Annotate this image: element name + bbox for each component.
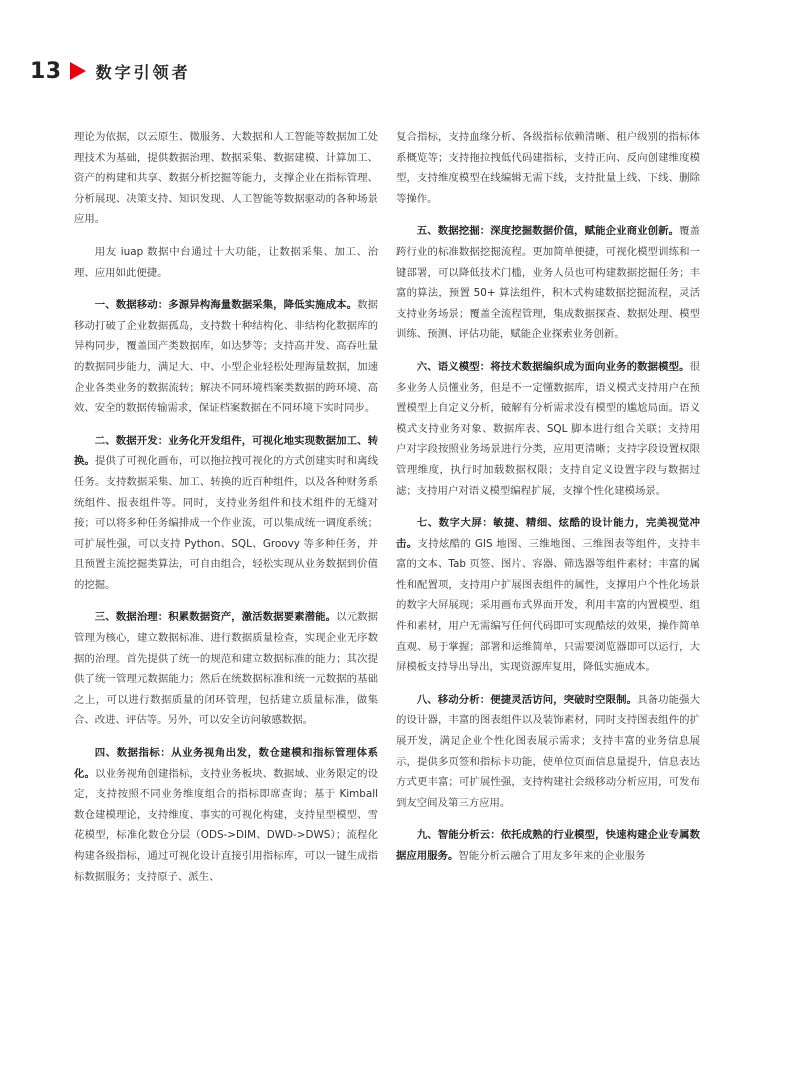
section-paragraph: 七、数字大屏：敏捷、精细、炫酷的设计能力，完美视觉冲击。支持炫酷的 GIS 地图、三维地图、三维图表等组件，支持丰富的文本、Tab 页签、图片、容器、筛选器等组件素材；丰富的属性和配置项，支持用户扩展图表组件的属性，支撑用户个性化场景的数字大屏展现；采用画布式界面开发，利用丰富的内置模型、组件和素材，用户无需编写任何代码即可实现酷炫的效果，操作简单直观、易于掌握；部署和运维简单，只需要浏览器即可以运行，大屏模板支持导出导出，实现资源库复用，降低实施成本。: [396, 517, 701, 674]
section-paragraph: 八、移动分析：便捷灵活访问，突破时空限制。具备功能强大的设计器，丰富的图表组件以及装饰素材，同时支持图表组件的扩展开发，满足企业个性化图表展示需求；支持丰富的业务信息展示，提供多页签和指标卡功能，使单位页面信息量提升，信息表达方式更丰富；可扩展性强，支持构建社会级移动分析应用，可发布到友空间及第三方应用。: [396, 693, 701, 809]
section-heading: 四、数据指标：从业务视角出发，数仓建模和指标管理体系化。: [74, 747, 378, 780]
section-heading: 三、数据治理：积累数据资产，激活数据要素潜能。: [94, 611, 337, 624]
red-triangle-icon: [70, 62, 86, 80]
section-heading: 七、数字大屏：敏捷、精细、炫酷的设计能力，完美视觉冲击。: [396, 517, 700, 550]
section-heading: 五、数据挖掘：深度挖掘数据价值，赋能企业商业创新。: [416, 225, 680, 238]
paragraph: 用友 iuap 数据中台通过十大功能，让数据采集、加工、治理、应用如此便捷。: [74, 245, 378, 279]
paragraph: 理论为依据，以云原生、微服务、大数据和人工智能等数据加工处理技术为基础，提供数据治理、数据采集、数据建模、计算加工、资产的构建和共享、数据分析挖掘等能力，支撑企业在指标管理、分析展现、决策支持、知识发现、人工智能等数据驱动的各种场景应用。: [74, 131, 378, 226]
section-heading: 二、数据开发：业务化开发组件，可视化地实现数据加工、转换。: [74, 434, 378, 468]
section-paragraph: 五、数据挖掘：深度挖掘数据价值，赋能企业商业创新。覆盖跨行业的标准数据挖掘流程。更加简单便捷，可视化模型训练和一键部署，可以降低技术门槛，业务人员也可构建数据挖掘任务；丰富的算法，预置 50+ 算法组件，积木式构建数据挖掘流程，灵活支持业务场景；覆盖全流程管理，集成数据探查、数据处理、模型训练、预测、评估功能，赋能企业探索业务创新。: [396, 225, 701, 341]
left-column: [74, 127, 378, 899]
section-heading: 九、智能分析云：依托成熟的行业模型，快速构建企业专属数据应用服务。: [396, 829, 700, 862]
section-paragraph: 九、智能分析云：依托成熟的行业模型，快速构建企业专属数据应用服务。智能分析云融合了用友多年来的企业服务: [396, 829, 700, 862]
paragraph: 复合指标，支持血缘分析、各级指标依赖清晰、租户级别的指标体系概览等；支持拖拉拽低代码建指标，支持正向、反向创建维度模型，支持维度模型在线编辑无需下线，支持批量上线、下线、删除等操作。: [396, 131, 700, 205]
section-paragraph: 二、数据开发：业务化开发组件，可视化地实现数据加工、转换。提供了可视化画布，可以拖拉拽可视化的方式创建实时和离线任务。支持数据采集、加工、转换的近百种组件，以及各种财务系统组件、报表组件等。同时，支持业务组件和技术组件的无缝对接；可以将多种任务编排成一个作业流，可以集成统一调度系统；可扩展性强，可以支持 Python、SQL、Groovy 等多种任务，并且预置主流挖掘类算法，可自由组合，轻松实现从业务数据到价值的挖掘。: [74, 434, 379, 591]
page-header: [30, 57, 191, 85]
section-paragraph: 一、数据移动：多源异构海量数据采集，降低实施成本。数据移动打破了企业数据孤岛，支持数十种结构化、非结构化数据库的异构同步，覆盖国产类数据库，如达梦等；支持高并发、高吞吐量的数据同步能力，满足大、中、小型企业轻松处理海量数据，加速企业各类业务的数据流转；解决不同环境档案类数据的跨环境、高效、安全的数据传输需求，保证档案数据在不同环境下实时同步。: [74, 299, 379, 415]
section-heading: 六、语义模型：将技术数据编织成为面向业务的数据模型。: [416, 360, 690, 373]
section-heading: 八、移动分析：便捷灵活访问，突破时空限制。: [416, 693, 638, 706]
section-heading: 一、数据移动：多源异构海量数据采集，降低实施成本。: [94, 299, 358, 312]
page-number: 13: [30, 58, 62, 84]
right-column: [396, 127, 700, 879]
section-paragraph: 四、数据指标：从业务视角出发，数仓建模和指标管理体系化。以业务视角创建指标，支持业务板块、数据域、业务限定的设定，支持按照不同业务维度组合的指标即席查询；基于 Kimball 数仓建模理论，支持维度、事实的可视化构建，支持星型模型、雪花模型，标准化数仓分层（ODS->DIM、DWD->DWS）；流程化构建各级指标，通过可视化设计直接引用指标库，可以一键生成指标数据服务；支持原子、派生、: [74, 747, 379, 883]
book-title: 数字引领者: [95, 62, 191, 82]
section-paragraph: 三、数据治理：积累数据资产，激活数据要素潜能。以元数据管理为核心，建立数据标准、进行数据质量检查，实现企业无序数据的治理。首先提供了统一的规范和建立数据标准的能力；其次提供了统一管理元数据能力；然后在统数据标准和统一元数据的基础之上，可以进行数据质量的闭环管理，包括建立质量标准，做集合、改进、评估等。另外，可以安全访问敏感数据。: [74, 611, 379, 727]
section-paragraph: 六、语义模型：将技术数据编织成为面向业务的数据模型。很多业务人员懂业务，但是不一定懂数据库，语义模式支持用户在预置模型上自定义分析，破解有分析需求没有模型的尴尬局面。语义模式支持业务对象、数据库表、SQL 脚本进行组合关联；支持用户对字段按照业务场景进行分类，应用更清晰；支持字段设置权限管理维度，执行时加载数据权限；支持自定义设置字段与数据过滤；支持用户对语义模型编程扩展，支撑个性化建模场景。: [396, 360, 700, 497]
